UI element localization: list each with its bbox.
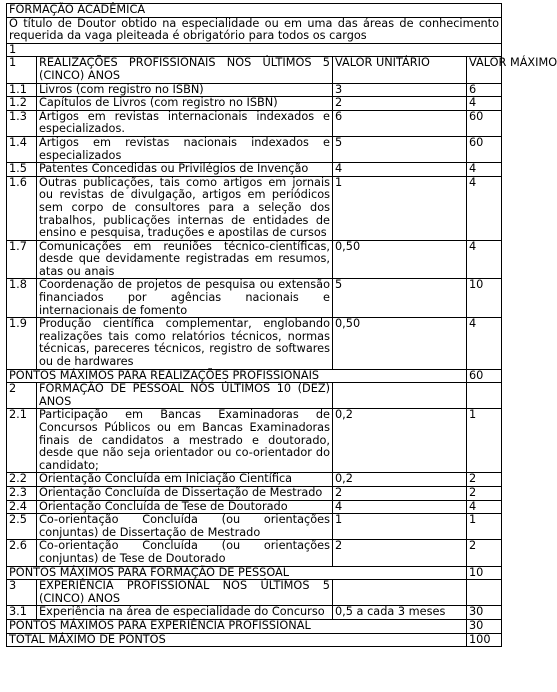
table-row: [7, 473, 502, 487]
item-unit-value: 4: [333, 500, 467, 514]
table-row: [7, 606, 502, 620]
item-max-value: 2: [467, 486, 502, 500]
item-number: 2.6: [7, 540, 37, 566]
item-max-value: 60: [467, 110, 502, 136]
item-unit-value: 2: [333, 97, 467, 111]
item-number: 1.3: [7, 110, 37, 136]
item-unit-value: 0,50: [333, 318, 467, 369]
item-description: Produção científica complementar, englobando realizações tais como relatórios técnicos, normas técnicas, pareceres técnicos, registro de softwares ou de hardwares: [37, 318, 333, 369]
item-max-value: 4: [467, 500, 502, 514]
item-description: Livros (com registro no ISBN): [37, 83, 333, 97]
item-number: 1.8: [7, 279, 37, 318]
empty-cell: [333, 383, 467, 409]
item-max-value: 4: [467, 163, 502, 177]
section-header-row: [7, 57, 502, 83]
table-row: [7, 97, 502, 111]
table-row: [7, 486, 502, 500]
item-number: 1.2: [7, 97, 37, 111]
grand-total-label: TOTAL MÁXIMO DE PONTOS: [7, 633, 467, 647]
section-total-label: PONTOS MÁXIMOS PARA FORMAÇÃO DE PESSOAL: [7, 566, 467, 580]
item-max-value: 4: [467, 176, 502, 240]
item-unit-value: 3: [333, 83, 467, 97]
header-note-row: [7, 17, 502, 43]
section-number: 3: [7, 580, 37, 606]
item-number: 1.1: [7, 83, 37, 97]
item-max-value: 1: [467, 409, 502, 473]
section-total-value: 30: [467, 619, 502, 633]
item-number: 2.2: [7, 473, 37, 487]
table-row: [7, 540, 502, 566]
item-unit-value: 5: [333, 279, 467, 318]
item-description: Orientação Concluída em Iniciação Científica: [37, 473, 333, 487]
section-title: REALIZAÇÕES PROFISSIONAIS NOS ÚLTIMOS 5 (CINCO) ANOS: [37, 57, 333, 83]
section-total-value: 60: [467, 369, 502, 383]
table-row: [7, 83, 502, 97]
grand-total-row: [7, 633, 502, 647]
section-total-label: PONTOS MÁXIMOS PARA REALIZAÇÕES PROFISSIONAIS: [7, 369, 467, 383]
table-row: [7, 240, 502, 279]
item-description: Artigos em revistas internacionais indexados e especializados.: [37, 110, 333, 136]
table-row: [7, 110, 502, 136]
item-unit-value: 2: [333, 540, 467, 566]
item-unit-value: 0,2: [333, 473, 467, 487]
item-unit-value: 0,5 a cada 3 meses: [333, 606, 467, 620]
item-number: 1.6: [7, 176, 37, 240]
item-description: Co-orientação Concluída (ou orientações conjuntas) de Dissertação de Mestrado: [37, 514, 333, 540]
section-heading: FORMAÇÃO ACADÊMICA: [7, 4, 502, 18]
empty-cell: [467, 580, 502, 606]
table-row: [7, 279, 502, 318]
item-unit-value: 5: [333, 136, 467, 162]
scoring-document: [6, 3, 557, 647]
item-number: 1.4: [7, 136, 37, 162]
item-number: 1.7: [7, 240, 37, 279]
item-number: 2.1: [7, 409, 37, 473]
item-description: Artigos em revistas nacionais indexados e especializados: [37, 136, 333, 162]
table-row: [7, 500, 502, 514]
section-total-row: [7, 369, 502, 383]
item-description: Experiência na área de especialidade do Concurso: [37, 606, 333, 620]
table-row: [7, 318, 502, 369]
item-max-value: 10: [467, 279, 502, 318]
section-total-row: [7, 619, 502, 633]
table-row: [7, 176, 502, 240]
section-total-label: PONTOS MÁXIMOS PARA EXPERIÊNCIA PROFISSIONAL: [7, 619, 467, 633]
item-description: Participação em Bancas Examinadoras de Concursos Públicos ou em Bancas Examinadoras finais de candidatos a mestrado e doutorado, desde que não seja orientador ou co-orientador do candidato;: [37, 409, 333, 473]
item-unit-value: 6: [333, 110, 467, 136]
item-description: Capítulos de Livros (com registro no ISBN): [37, 97, 333, 111]
scoring-table: [6, 3, 557, 647]
empty-cell: [333, 580, 467, 606]
item-max-value: 60: [467, 136, 502, 162]
item-unit-value: 0,50: [333, 240, 467, 279]
item-description: Co-orientação Concluída (ou orientações conjuntas) de Tese de Doutorado: [37, 540, 333, 566]
column-header-valor-maximo: VALOR MÁXIMO: [467, 57, 502, 83]
item-max-value: 4: [467, 240, 502, 279]
table-row: [7, 514, 502, 540]
section-number: 2: [7, 383, 37, 409]
item-max-value: 2: [467, 473, 502, 487]
item-description: Patentes Concedidas ou Privilégios de Invenção: [37, 163, 333, 177]
empty-cell: [467, 383, 502, 409]
section-total-row: [7, 566, 502, 580]
item-max-value: 1: [467, 514, 502, 540]
item-description: Comunicações em reuniões técnico-científicas, desde que devidamente registradas em resumos, atas ou anais: [37, 240, 333, 279]
section-number: 1: [7, 57, 37, 83]
item-max-value: 6: [467, 83, 502, 97]
item-number: 1.5: [7, 163, 37, 177]
column-header-valor-unitario: VALOR UNITÁRIO: [333, 57, 467, 83]
item-max-value: 4: [467, 318, 502, 369]
section-title: FORMAÇÃO DE PESSOAL NOS ÚLTIMOS 10 (DEZ) ANOS: [37, 383, 333, 409]
section-header-row: [7, 580, 502, 606]
item-unit-value: 1: [333, 176, 467, 240]
item-unit-value: 0,2: [333, 409, 467, 473]
item-number: 1.9: [7, 318, 37, 369]
header-title-row: [7, 4, 502, 18]
item-description: Orientação Concluída de Tese de Doutorado: [37, 500, 333, 514]
item-description: Orientação Concluída de Dissertação de Mestrado: [37, 486, 333, 500]
item-unit-value: 2: [333, 486, 467, 500]
blank-number: 1: [7, 43, 502, 57]
table-row: [7, 409, 502, 473]
item-number: 2.4: [7, 500, 37, 514]
item-number: 2.3: [7, 486, 37, 500]
item-unit-value: 4: [333, 163, 467, 177]
item-max-value: 2: [467, 540, 502, 566]
grand-total-value: 100: [467, 633, 502, 647]
requirement-note: O título de Doutor obtido na especialidade ou em uma das áreas de conhecimento requerida da vaga pleiteada é obrigatório para todos os cargos: [7, 17, 502, 43]
section-title: EXPERIÊNCIA PROFISSIONAL NOS ÚLTIMOS 5 (CINCO) ANOS: [37, 580, 333, 606]
item-max-value: 4: [467, 97, 502, 111]
item-max-value: 30: [467, 606, 502, 620]
item-description: Outras publicações, tais como artigos em jornais ou revistas de divulgação, artigos em periódicos sem corpo de consultores para a seleção dos trabalhos, publicações internas de entidades de ensino e pesquisa, traduções e apostilas de cursos: [37, 176, 333, 240]
section-header-row: [7, 383, 502, 409]
scoring-table-body: [7, 3, 557, 647]
table-row: [7, 136, 502, 162]
item-number: 3.1: [7, 606, 37, 620]
table-row: [7, 163, 502, 177]
section-total-value: 10: [467, 566, 502, 580]
header-blank-row: [7, 43, 502, 57]
item-unit-value: 1: [333, 514, 467, 540]
item-number: 2.5: [7, 514, 37, 540]
item-description: Coordenação de projetos de pesquisa ou extensão financiados por agências nacionais e internacionais de fomento: [37, 279, 333, 318]
